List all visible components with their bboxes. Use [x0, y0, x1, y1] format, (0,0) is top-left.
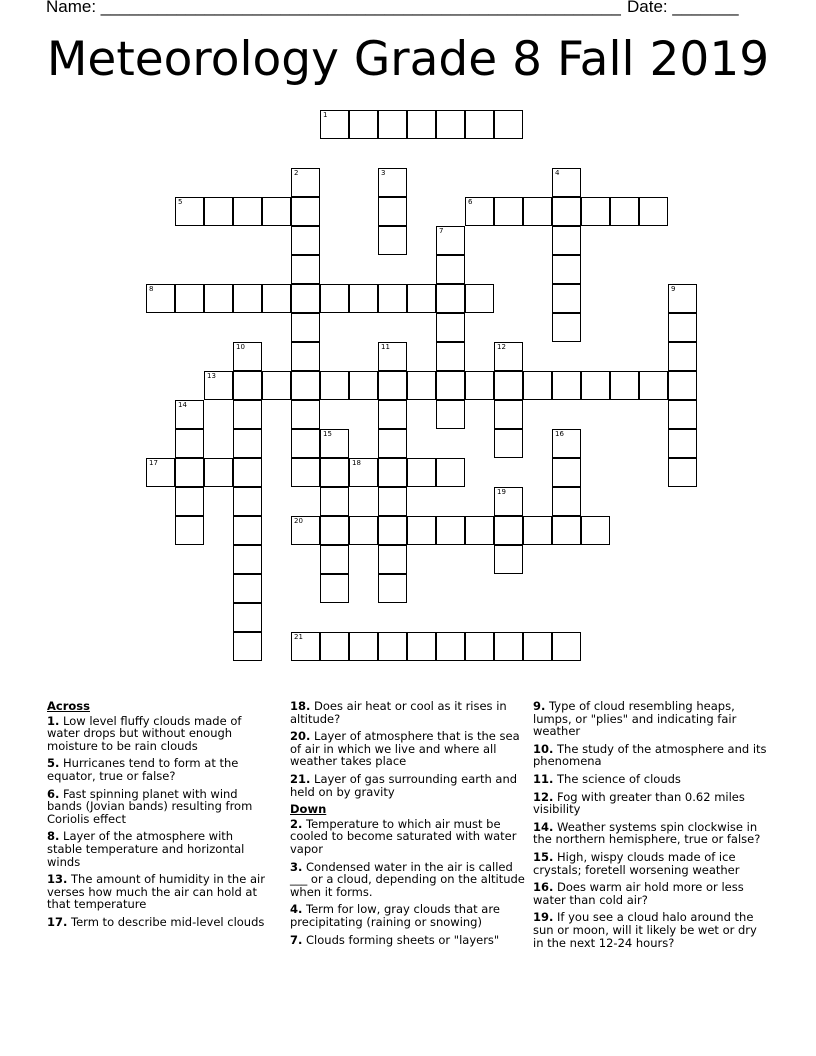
clue-number: 2. [290, 816, 303, 831]
crossword-cell[interactable] [291, 313, 320, 342]
clue-text: Layer of the atmosphere with stable temperature and horizontal winds [47, 829, 245, 869]
crossword-cell[interactable] [581, 197, 610, 226]
clue-item [290, 730, 526, 768]
crossword-cell[interactable] [552, 284, 581, 313]
crossword-cell[interactable] [175, 197, 204, 226]
clue-number: 16. [533, 880, 554, 895]
crossword-cell[interactable] [262, 371, 291, 400]
crossword-cell[interactable] [233, 284, 262, 313]
crossword-cell[interactable] [436, 284, 465, 313]
crossword-cell[interactable] [436, 400, 465, 429]
crossword-cell[interactable] [291, 168, 320, 197]
crossword-cell[interactable] [233, 545, 262, 574]
crossword-cell[interactable] [639, 371, 668, 400]
crossword-cell[interactable] [494, 429, 523, 458]
crossword-cell[interactable] [233, 197, 262, 226]
cell-number: 13 [207, 372, 216, 380]
crossword-cell[interactable] [349, 110, 378, 139]
crossword-cell[interactable] [523, 516, 552, 545]
crossword-cell[interactable] [378, 487, 407, 516]
crossword-cell[interactable] [436, 226, 465, 255]
crossword-cell[interactable] [320, 487, 349, 516]
crossword-cell[interactable] [436, 632, 465, 661]
crossword-cell[interactable] [552, 516, 581, 545]
clue-text: Term to describe mid-level clouds [71, 914, 265, 929]
crossword-cell[interactable] [291, 429, 320, 458]
crossword-cell[interactable] [320, 632, 349, 661]
clue-text: High, wispy clouds made of ice crystals; foretell worsening weather [533, 849, 740, 877]
clue-number: 17. [47, 914, 68, 929]
crossword-cell[interactable] [407, 458, 436, 487]
crossword-cell[interactable] [465, 371, 494, 400]
clue-number: 1. [47, 713, 60, 728]
cell-number: 15 [323, 430, 332, 438]
crossword-cell[interactable] [349, 516, 378, 545]
clue-text: Does air heat or cool as it rises in altitude? [290, 699, 507, 726]
crossword-cell[interactable] [552, 313, 581, 342]
crossword-cell[interactable] [552, 487, 581, 516]
crossword-cell[interactable] [204, 458, 233, 487]
name-field-label: Name: _______________________________________________________ [46, 0, 621, 16]
crossword-cell[interactable] [233, 429, 262, 458]
clue-item [290, 773, 526, 798]
crossword-cell[interactable] [233, 371, 262, 400]
crossword-cell[interactable] [668, 458, 697, 487]
crossword-cell[interactable] [378, 632, 407, 661]
crossword-cell[interactable] [291, 400, 320, 429]
crossword-cell[interactable] [378, 342, 407, 371]
cell-number: 5 [178, 198, 183, 206]
clue-text: Clouds forming sheets or "layers" [306, 932, 500, 947]
crossword-cell[interactable] [494, 371, 523, 400]
crossword-cell[interactable] [494, 487, 523, 516]
crossword-cell[interactable] [378, 574, 407, 603]
cell-number: 16 [555, 430, 564, 438]
across-clue-list [47, 715, 269, 929]
crossword-cell[interactable] [291, 284, 320, 313]
date-field-label: Date: _______ [627, 0, 739, 16]
crossword-cell[interactable] [175, 516, 204, 545]
crossword-cell[interactable] [436, 371, 465, 400]
crossword-cell[interactable] [610, 197, 639, 226]
crossword-cell[interactable] [494, 400, 523, 429]
crossword-cell[interactable] [523, 632, 552, 661]
crossword-cell[interactable] [465, 516, 494, 545]
cell-number: 17 [149, 459, 158, 467]
crossword-cell[interactable] [233, 603, 262, 632]
clue-number: 7. [290, 932, 303, 947]
clue-item [290, 934, 526, 947]
clue-number: 21. [290, 771, 311, 786]
crossword-cell[interactable] [291, 458, 320, 487]
crossword-cell[interactable] [407, 371, 436, 400]
crossword-cell[interactable] [233, 574, 262, 603]
crossword-cell[interactable] [494, 632, 523, 661]
clue-item [533, 773, 769, 786]
clue-item [47, 830, 269, 868]
crossword-cell[interactable] [175, 487, 204, 516]
crossword-cell[interactable] [436, 342, 465, 371]
crossword-cell[interactable] [436, 110, 465, 139]
crossword-cell[interactable] [407, 632, 436, 661]
cell-number: 21 [294, 633, 303, 641]
cell-number: 19 [497, 488, 506, 496]
cell-number: 6 [468, 198, 473, 206]
cell-number: 10 [236, 343, 245, 351]
clue-number: 10. [533, 741, 554, 756]
crossword-cell[interactable] [291, 226, 320, 255]
crossword-cell[interactable] [378, 400, 407, 429]
crossword-cell[interactable] [668, 371, 697, 400]
clue-item [533, 700, 769, 738]
clue-text: Does warm air hold more or less water than cold air? [533, 880, 744, 907]
crossword-cell[interactable] [233, 400, 262, 429]
crossword-cell[interactable] [233, 342, 262, 371]
crossword-cell[interactable] [552, 226, 581, 255]
crossword-cell[interactable] [552, 429, 581, 458]
clue-text: Weather systems spin clockwise in the northern hemisphere, true or false? [533, 819, 761, 847]
crossword-cell[interactable] [378, 284, 407, 313]
clue-number: 11. [533, 771, 554, 786]
down-clue-list-continued [533, 700, 769, 949]
crossword-cell[interactable] [378, 516, 407, 545]
clue-item [533, 911, 769, 949]
clue-item [533, 791, 769, 816]
crossword-cell[interactable] [581, 516, 610, 545]
clue-number: 6. [47, 786, 60, 801]
clue-number: 9. [533, 699, 546, 713]
crossword-cell[interactable] [407, 110, 436, 139]
crossword-cell[interactable] [320, 545, 349, 574]
clue-text: Layer of gas surrounding earth and held on by gravity [290, 771, 518, 799]
crossword-cell[interactable] [465, 284, 494, 313]
crossword-cell[interactable] [436, 313, 465, 342]
cell-number: 1 [323, 111, 328, 119]
clue-text: Term for low, gray clouds that are precipitating (raining or snowing) [290, 902, 500, 929]
crossword-cell[interactable] [175, 284, 204, 313]
clue-item [47, 916, 269, 929]
crossword-cell[interactable] [610, 371, 639, 400]
clue-item [290, 861, 526, 899]
crossword-cell[interactable] [378, 197, 407, 226]
crossword-cell[interactable] [349, 632, 378, 661]
clue-item [47, 715, 269, 753]
crossword-cell[interactable] [175, 458, 204, 487]
crossword-cell[interactable] [320, 429, 349, 458]
crossword-cell[interactable] [320, 516, 349, 545]
crossword-cell[interactable] [204, 284, 233, 313]
clues-column-3 [533, 700, 769, 954]
crossword-cell[interactable] [668, 313, 697, 342]
crossword-cell[interactable] [552, 458, 581, 487]
crossword-cell[interactable] [494, 197, 523, 226]
crossword-cell[interactable] [291, 371, 320, 400]
clue-item [533, 881, 769, 906]
crossword-cell[interactable] [378, 429, 407, 458]
down-heading: Down [290, 802, 327, 817]
clue-text: Layer of atmosphere that is the sea of air in which we live and where all weather takes place [290, 729, 520, 769]
crossword-cell[interactable] [262, 284, 291, 313]
cell-number: 9 [671, 285, 676, 293]
crossword-cell[interactable] [552, 168, 581, 197]
crossword-cell[interactable] [204, 371, 233, 400]
crossword-cell[interactable] [291, 255, 320, 284]
clue-item [533, 851, 769, 876]
across-heading: Across [47, 699, 90, 713]
crossword-cell[interactable] [581, 371, 610, 400]
crossword-cell[interactable] [146, 458, 175, 487]
clue-item [290, 700, 526, 725]
crossword-cell[interactable] [378, 110, 407, 139]
crossword-cell[interactable] [320, 110, 349, 139]
clue-item [533, 743, 769, 768]
clue-text: Condensed water in the air is called ___ or a cloud, depending on the altitude when it forms. [290, 859, 525, 899]
cell-number: 2 [294, 169, 299, 177]
crossword-cell[interactable] [668, 429, 697, 458]
crossword-cell[interactable] [668, 342, 697, 371]
cell-number: 3 [381, 169, 386, 177]
crossword-cell[interactable] [523, 197, 552, 226]
crossword-cell[interactable] [494, 545, 523, 574]
clue-text: The study of the atmosphere and its phenomena [533, 741, 767, 769]
crossword-cell[interactable] [523, 371, 552, 400]
crossword-cell[interactable] [291, 516, 320, 545]
clue-text: Hurricanes tend to form at the equator, true or false? [47, 756, 239, 783]
crossword-cell[interactable] [291, 342, 320, 371]
clue-number: 20. [290, 729, 311, 744]
crossword-cell[interactable] [552, 255, 581, 284]
crossword-cell[interactable] [320, 458, 349, 487]
cell-number: 14 [178, 401, 187, 409]
cell-number: 18 [352, 459, 361, 467]
clues-column-1 [47, 700, 269, 934]
crossword-cell[interactable] [668, 400, 697, 429]
clue-number: 18. [290, 699, 311, 713]
crossword-cell[interactable] [233, 632, 262, 661]
crossword-cell[interactable] [233, 487, 262, 516]
crossword-cell[interactable] [175, 429, 204, 458]
across-clue-list-continued [290, 700, 526, 798]
clue-item [290, 818, 526, 856]
clue-number: 12. [533, 789, 554, 804]
crossword-cell[interactable] [204, 197, 233, 226]
crossword-cell[interactable] [494, 342, 523, 371]
crossword-cell[interactable] [436, 458, 465, 487]
crossword-cell[interactable] [320, 284, 349, 313]
clue-text: The science of clouds [557, 771, 681, 786]
clue-number: 15. [533, 849, 554, 864]
crossword-cell[interactable] [349, 371, 378, 400]
cell-number: 11 [381, 343, 390, 351]
crossword-cell[interactable] [349, 458, 378, 487]
clue-text: Temperature to which air must be cooled to become saturated with water vapor [290, 816, 517, 856]
cell-number: 4 [555, 169, 560, 177]
clue-item [47, 788, 269, 826]
clue-text: Fog with greater than 0.62 miles visibility [533, 789, 745, 817]
crossword-cell[interactable] [378, 371, 407, 400]
crossword-cell[interactable] [320, 371, 349, 400]
crossword-cell[interactable] [552, 197, 581, 226]
clue-text: Low level fluffy clouds made of water drops but without enough moisture to be rain clouds [47, 713, 242, 753]
crossword-cell[interactable] [552, 371, 581, 400]
clue-number: 13. [47, 872, 68, 887]
clue-text: The amount of humidity in the air verses how much the air can hold at that temperature [47, 872, 265, 912]
clue-item [47, 873, 269, 911]
crossword-cell[interactable] [378, 545, 407, 574]
crossword-cell[interactable] [407, 516, 436, 545]
crossword-cell[interactable] [378, 168, 407, 197]
cell-number: 20 [294, 517, 303, 525]
crossword-cell[interactable] [494, 516, 523, 545]
crossword-cell[interactable] [378, 226, 407, 255]
cell-number: 8 [149, 285, 154, 293]
crossword-cell[interactable] [639, 197, 668, 226]
crossword-cell[interactable] [465, 197, 494, 226]
cell-number: 12 [497, 343, 506, 351]
crossword-cell[interactable] [320, 574, 349, 603]
clue-item [533, 821, 769, 846]
clue-item [47, 757, 269, 782]
crossword-cell[interactable] [146, 284, 175, 313]
crossword-cell[interactable] [407, 284, 436, 313]
crossword-cell[interactable] [436, 255, 465, 284]
crossword-cell[interactable] [175, 400, 204, 429]
clue-text: Type of cloud resembling heaps, lumps, or "plies" and indicating fair weather [533, 699, 737, 739]
crossword-cell[interactable] [436, 516, 465, 545]
down-clue-list [290, 818, 526, 946]
crossword-cell[interactable] [465, 110, 494, 139]
crossword-cell[interactable] [552, 632, 581, 661]
clue-item [290, 903, 526, 928]
clue-number: 5. [47, 756, 60, 771]
crossword-cell[interactable] [291, 632, 320, 661]
clue-number: 19. [533, 910, 554, 925]
clue-text: If you see a cloud halo around the sun or moon, will it likely be wet or dry in the next 12-24 hours? [533, 910, 757, 950]
clue-number: 8. [47, 829, 60, 844]
crossword-cell[interactable] [233, 458, 262, 487]
crossword-cell[interactable] [668, 284, 697, 313]
crossword-cell[interactable] [465, 632, 494, 661]
crossword-cell[interactable] [349, 284, 378, 313]
clue-number: 14. [533, 819, 554, 834]
cell-number: 7 [439, 227, 444, 235]
clue-number: 3. [290, 859, 303, 874]
crossword-cell[interactable] [291, 197, 320, 226]
crossword-cell[interactable] [233, 516, 262, 545]
crossword-cell[interactable] [262, 197, 291, 226]
clue-text: Fast spinning planet with wind bands (Jovian bands) resulting from Coriolis effect [47, 786, 253, 826]
clues-column-2 [290, 700, 526, 951]
crossword-cell[interactable] [378, 458, 407, 487]
crossword-cell[interactable] [494, 110, 523, 139]
clue-number: 4. [290, 902, 303, 917]
page-title: Meteorology Grade 8 Fall 2019 [46, 32, 770, 87]
